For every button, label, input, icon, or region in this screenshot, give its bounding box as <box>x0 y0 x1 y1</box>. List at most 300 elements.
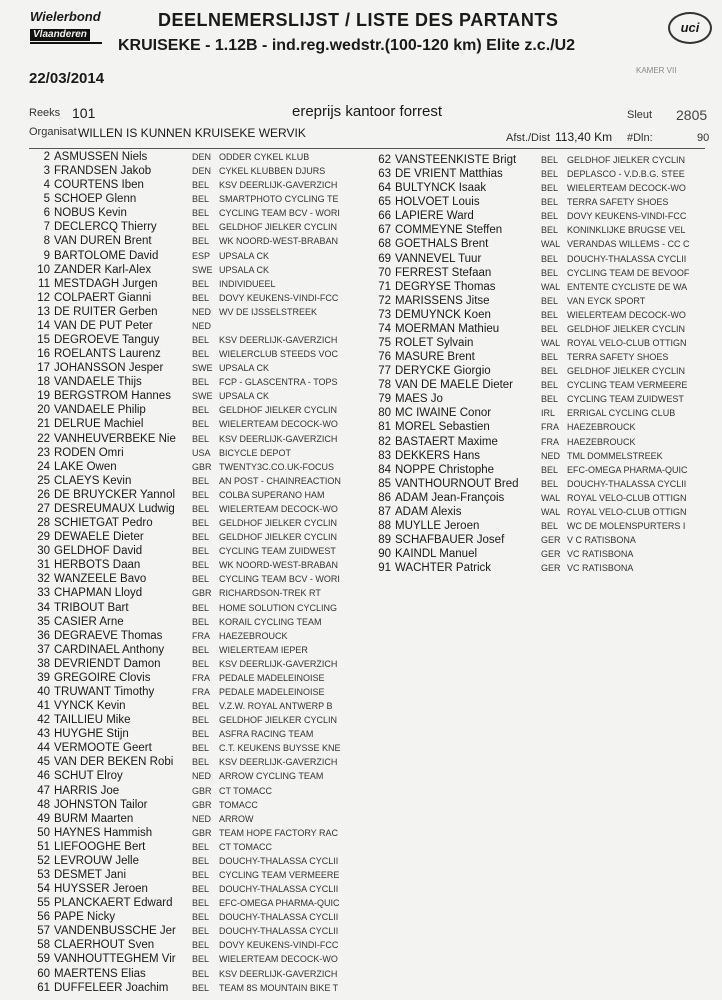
rider-number: 40 <box>37 685 50 698</box>
rider-row <box>29 150 349 164</box>
rider-name: VANHEUVERBEKE Nie <box>54 432 176 445</box>
rider-number: 88 <box>378 520 391 533</box>
rider-team: RICHARDSON-TREK RT <box>219 588 321 599</box>
rider-nationality: BEL <box>541 478 559 489</box>
rider-team: GELDHOF JIELKER CYCLIN <box>567 155 686 165</box>
rider-name: LAPIERE Ward <box>395 210 474 223</box>
rider-row <box>29 530 349 544</box>
rider-team: DOVY KEUKENS-VINDI-FCC <box>567 211 687 222</box>
rider-nationality: BEL <box>192 475 210 486</box>
rider-nationality: WAL <box>541 506 561 517</box>
rider-team: VERANDAS WILLEMS - CC C <box>567 239 690 250</box>
rider-number: 89 <box>378 534 391 547</box>
rider-nationality: BEL <box>192 377 210 388</box>
rider-row <box>29 586 349 600</box>
rider-row <box>29 727 349 741</box>
rider-row <box>29 910 349 924</box>
rider-number: 38 <box>37 657 50 670</box>
rider-number: 64 <box>378 182 391 195</box>
rider-number: 9 <box>43 249 50 262</box>
rider-row <box>29 643 349 657</box>
rider-team: V.Z.W. ROYAL ANTWERP B <box>219 701 333 712</box>
rider-team: V C RATISBONA <box>567 535 636 546</box>
rider-row <box>29 305 349 319</box>
rider-nationality: NED <box>192 771 212 782</box>
rider-team: DOUCHY-THALASSA CYCLII <box>219 912 339 923</box>
rider-team: WIELERTEAM DECOCK-WO <box>219 954 338 965</box>
rider-name: VANTHOURNOUT Bred <box>395 477 519 490</box>
rider-name: CLAERHOUT Sven <box>54 939 155 952</box>
rider-nationality: WAL <box>541 281 561 292</box>
rider-name: NOBUS Kevin <box>54 207 127 220</box>
rider-number: 91 <box>378 562 391 575</box>
rider-row <box>29 544 349 558</box>
rider-row <box>29 432 349 446</box>
rider-team: ROYAL VELO-CLUB OTTIGN <box>567 492 687 503</box>
rider-nationality: BEL <box>192 194 210 205</box>
rider-nationality: IRL <box>541 408 556 419</box>
rider-team: CYKEL KLUBBEN DJURS <box>219 166 326 177</box>
rider-name: ADAM Alexis <box>395 505 462 518</box>
rider-row <box>29 249 349 263</box>
wielerbond-logo <box>30 10 102 44</box>
rider-number: 76 <box>378 351 391 364</box>
rider-nationality: BEL <box>541 380 559 391</box>
rider-nationality: GBR <box>192 785 212 796</box>
rider-team: UPSALA CK <box>219 363 270 374</box>
rider-team: DOVY KEUKENS-VINDI-FCC <box>219 292 339 303</box>
rider-name: GREGOIRE Clovis <box>54 671 151 684</box>
rider-team: DOUCHY-THALASSA CYCLII <box>567 478 687 489</box>
rider-number: 56 <box>37 911 50 924</box>
rider-nationality: BEL <box>192 208 210 219</box>
rider-number: 15 <box>37 334 50 347</box>
rider-number: 78 <box>378 379 391 392</box>
rider-team: KSV DEERLIJK-GAVERZICH <box>219 968 338 979</box>
rider-nationality: FRA <box>541 436 559 447</box>
rider-row <box>29 206 349 220</box>
distance-value: 113,40 Km <box>555 130 613 144</box>
rider-number: 79 <box>378 393 391 406</box>
rider-name: LIEFOOGHE Bert <box>54 840 146 853</box>
rider-number: 67 <box>378 224 391 237</box>
rider-team: GELDHOF JIELKER CYCLIN <box>567 323 686 334</box>
rider-team: CYCLING TEAM DE BEVOOF <box>567 267 690 278</box>
rider-nationality: BEL <box>192 489 210 500</box>
rider-number: 39 <box>37 671 50 684</box>
rider-team: BICYCLE DEPOT <box>219 447 292 458</box>
rider-row <box>29 502 349 516</box>
rider-number: 58 <box>37 939 50 952</box>
rider-number: 17 <box>37 362 50 375</box>
rider-row <box>370 280 705 294</box>
rider-nationality: FRA <box>192 686 210 697</box>
rider-row <box>370 350 705 364</box>
rider-team: ARROW CYCLING TEAM <box>219 771 324 782</box>
rider-team: HAEZEBROUCK <box>219 630 288 641</box>
rider-name: FERREST Stefaan <box>395 266 492 279</box>
rider-number: 27 <box>37 502 50 515</box>
rider-name: ROLET Sylvain <box>395 337 474 350</box>
race-subtitle: KRUISEKE - 1.12B - ind.reg.wedstr.(100-120 km) Elite z.c./U2 <box>118 37 576 54</box>
rider-name: TAILLIEU Mike <box>54 714 131 727</box>
rider-nationality: GER <box>541 535 561 546</box>
rider-nationality: BEL <box>192 349 210 360</box>
rider-number: 70 <box>378 266 391 279</box>
rider-team: VC RATISBONA <box>567 563 634 574</box>
rider-team: SMARTPHOTO CYCLING TE <box>219 194 339 205</box>
distance-label: Afst./Dist <box>506 132 551 144</box>
rider-nationality: BEL <box>192 855 210 866</box>
rider-number: 12 <box>37 291 50 304</box>
rider-nationality: GBR <box>192 827 212 838</box>
rider-row <box>29 361 349 375</box>
rider-number: 46 <box>37 770 50 783</box>
rider-team: WIELERTEAM DECOCK-WO <box>219 503 338 514</box>
rider-row <box>370 195 705 209</box>
rider-row <box>29 755 349 769</box>
rider-row <box>370 449 705 463</box>
rider-number: 50 <box>37 826 50 839</box>
rider-team: UPSALA CK <box>219 250 270 261</box>
rider-nationality: BEL <box>192 869 210 880</box>
rider-nationality: DEN <box>192 166 212 177</box>
rider-name: DEGRAEVE Thomas <box>54 629 163 642</box>
rider-name: COMMEYNE Steffen <box>395 224 503 237</box>
rider-team: DOUCHY-THALASSA CYCLII <box>219 855 339 866</box>
rider-row <box>370 463 705 477</box>
rider-name: HAYNES Hammish <box>54 826 153 839</box>
rider-nationality: NED <box>192 813 212 824</box>
rider-nationality: BEL <box>541 267 559 278</box>
rider-number: 49 <box>37 812 50 825</box>
rider-team: GELDHOF JIELKER CYCLIN <box>219 405 338 416</box>
rider-name: VANHOUTTEGHEM Vir <box>54 953 176 966</box>
rider-row <box>370 336 705 350</box>
rider-team: PEDALE MADELEINOISE <box>219 686 325 697</box>
rider-nationality: BEL <box>541 366 559 377</box>
rider-name: MAERTENS Elias <box>54 967 146 980</box>
rider-row <box>29 896 349 910</box>
logo-line-2: Vlaanderen <box>30 29 90 41</box>
rider-name: PAPE Nicky <box>54 911 116 924</box>
rider-team: HAEZEBROUCK <box>567 436 636 447</box>
rider-nationality: SWE <box>192 363 213 374</box>
rider-row <box>29 291 349 305</box>
reeks-value: 101 <box>72 105 96 121</box>
rider-row <box>29 826 349 840</box>
rider-team: C.T. KEUKENS BUYSSE KNE <box>219 743 341 754</box>
rider-row <box>29 460 349 474</box>
rider-nationality: BEL <box>541 394 559 405</box>
rider-row <box>29 403 349 417</box>
rider-number: 32 <box>37 573 50 586</box>
rider-nationality: BEL <box>541 352 559 363</box>
race-date: 22/03/2014 <box>29 70 105 87</box>
rider-row <box>29 192 349 206</box>
rider-name: MAES Jo <box>395 393 443 406</box>
rider-team: WV DE IJSSELSTREEK <box>219 306 318 317</box>
rider-name: MUYLLE Jeroen <box>395 520 480 533</box>
rider-row <box>29 375 349 389</box>
rider-row <box>29 882 349 896</box>
rider-nationality: BEL <box>192 658 210 669</box>
rider-name: WACHTER Patrick <box>395 562 492 575</box>
rider-row <box>29 868 349 882</box>
rider-number: 45 <box>37 756 50 769</box>
rider-row <box>370 322 705 336</box>
rider-nationality: BEL <box>541 309 559 320</box>
rider-nationality: BEL <box>192 236 210 247</box>
rider-name: BULTYNCK Isaak <box>395 182 487 195</box>
rider-nationality: BEL <box>192 574 210 585</box>
rider-nationality: BEL <box>192 715 210 726</box>
rider-row <box>29 713 349 727</box>
rider-name: MOERMAN Mathieu <box>395 322 500 335</box>
rider-name: DEGRYSE Thomas <box>395 280 496 293</box>
rider-name: VANDAELE Philip <box>54 404 146 417</box>
page-title: DEELNEMERSLIJST / LISTE DES PARTANTS <box>158 10 559 30</box>
rider-row <box>29 220 349 234</box>
rider-name: VAN DUREN Brent <box>54 235 152 248</box>
rider-name: BURM Maarten <box>54 812 134 825</box>
rider-team: INDIVIDUEEL <box>219 278 276 289</box>
rider-team: DOVY KEUKENS-VINDI-FCC <box>219 940 339 951</box>
rider-nationality: BEL <box>192 335 210 346</box>
rider-nationality: BEL <box>192 546 210 557</box>
rider-row <box>29 572 349 586</box>
organisat-label: Organisat <box>29 126 77 138</box>
rider-row <box>29 938 349 952</box>
rider-row <box>29 699 349 713</box>
rider-row <box>29 981 349 995</box>
rider-name: ROELANTS Laurenz <box>54 348 161 361</box>
rider-row <box>370 223 705 237</box>
rider-nationality: FRA <box>541 422 559 433</box>
rider-number: 55 <box>37 897 50 910</box>
rider-nationality: WAL <box>541 492 561 503</box>
rider-number: 57 <box>37 925 50 938</box>
rider-team: WIELERTEAM DECOCK-WO <box>567 183 686 194</box>
rider-name: HOLVOET Louis <box>395 196 480 209</box>
rider-name: CASIER Arne <box>54 615 124 628</box>
rider-row <box>370 406 705 420</box>
rider-row <box>370 294 705 308</box>
rider-team: DOUCHY-THALASSA CYCLII <box>567 253 687 264</box>
rider-number: 42 <box>37 714 50 727</box>
rider-row <box>370 181 705 195</box>
reeks-label: Reeks <box>29 107 61 119</box>
rider-name: NOPPE Christophe <box>395 463 495 476</box>
rider-name: CLAEYS Kevin <box>54 474 132 487</box>
rider-team: ODDER CYKEL KLUB <box>219 152 310 162</box>
rider-name: WANZEELE Bavo <box>54 573 147 586</box>
rider-nationality: BEL <box>541 211 559 222</box>
rider-row <box>29 319 349 333</box>
rider-team: EFC-OMEGA PHARMA-QUIC <box>219 898 340 909</box>
rider-team: GELDHOF JIELKER CYCLIN <box>219 518 338 529</box>
rider-name: SCHAFBAUER Josef <box>395 534 505 547</box>
rider-team: DOUCHY-THALASSA CYCLII <box>219 884 339 895</box>
rider-row <box>370 266 705 280</box>
rider-nationality: GER <box>541 549 561 560</box>
rider-number: 47 <box>37 784 50 797</box>
rider-number: 14 <box>37 319 50 332</box>
rider-nationality: BEL <box>192 701 210 712</box>
rider-nationality: BEL <box>541 197 559 208</box>
rider-number: 41 <box>37 700 50 713</box>
rider-nationality: BEL <box>192 222 210 233</box>
rider-team: AN POST - CHAINREACTION <box>219 475 341 486</box>
rider-team: ASFRA RACING TEAM <box>219 729 314 740</box>
rider-number: 43 <box>37 728 50 741</box>
rider-number: 59 <box>37 953 50 966</box>
rider-team: GELDHOF JIELKER CYCLIN <box>567 366 686 377</box>
rider-nationality: BEL <box>192 757 210 768</box>
rider-number: 31 <box>37 559 50 572</box>
rider-nationality: GBR <box>192 588 212 599</box>
rider-number: 29 <box>37 531 50 544</box>
rider-team: ENTENTE CYCLISTE DE WA <box>567 281 688 292</box>
rider-team: FCP - GLASCENTRA - TOPS <box>219 377 338 388</box>
rider-number: 73 <box>378 308 391 321</box>
rider-nationality: BEL <box>541 225 559 236</box>
rider-nationality: BEL <box>192 532 210 543</box>
rider-name: PLANCKAERT Edward <box>54 897 173 910</box>
rider-row <box>29 812 349 826</box>
rider-number: 90 <box>378 548 391 561</box>
rider-name: COURTENS Iben <box>54 179 144 192</box>
rider-number: 87 <box>378 505 391 518</box>
rider-number: 68 <box>378 238 391 251</box>
rider-team: KSV DEERLIJK-GAVERZICH <box>219 433 338 444</box>
participants-value: 90 <box>697 132 710 144</box>
rider-team: TERRA SAFETY SHOES <box>567 352 669 363</box>
rider-name: DE BRUYCKER Yannol <box>54 488 176 501</box>
rider-name: DEWAELE Dieter <box>54 531 144 544</box>
rider-row <box>29 840 349 854</box>
rider-name: DUFFELEER Joachim <box>54 981 169 994</box>
rider-team: PEDALE MADELEINOISE <box>219 672 325 683</box>
uci-logo: uci <box>668 12 712 44</box>
rider-team: DOUCHY-THALASSA CYCLII <box>219 926 339 937</box>
rider-number: 36 <box>37 629 50 642</box>
rider-team: KONINKLIJKE BRUGSE VEL <box>567 225 686 236</box>
rider-team: GELDHOF JIELKER CYCLIN <box>219 222 338 233</box>
rider-team: WK NOORD-WEST-BRABAN <box>219 236 339 247</box>
rider-row <box>29 685 349 699</box>
rider-name: COLPAERT Gianni <box>54 291 152 304</box>
rider-team: TML DOMMELSTREEK <box>567 450 663 461</box>
rider-team: ARROW <box>219 813 254 824</box>
rider-nationality: SWE <box>192 391 213 402</box>
rider-team: KORAIL CYCLING TEAM <box>219 616 322 627</box>
rider-name: SCHUT Elroy <box>54 770 123 783</box>
rider-number: 18 <box>37 376 50 389</box>
rider-number: 44 <box>37 742 50 755</box>
rider-row <box>370 378 705 392</box>
rider-team: CT TOMACC <box>219 841 273 852</box>
rider-number: 66 <box>378 210 391 223</box>
rider-number: 80 <box>378 407 391 420</box>
rider-number: 4 <box>43 179 50 192</box>
rider-nationality: BEL <box>541 183 559 194</box>
rider-team: CT TOMACC <box>219 785 273 796</box>
rider-name: ADAM Jean-François <box>395 491 505 504</box>
rider-team: TERRA SAFETY SHOES <box>567 197 669 208</box>
participants-label: #Dln: <box>627 132 653 144</box>
rider-team: GELDHOF JIELKER CYCLIN <box>219 715 338 726</box>
rider-row <box>370 252 705 266</box>
rider-number: 5 <box>43 193 50 206</box>
rider-row <box>29 671 349 685</box>
rider-team: ROYAL VELO-CLUB OTTIGN <box>567 338 687 349</box>
rider-number: 25 <box>37 474 50 487</box>
rider-team: WIELERTEAM DECOCK-WO <box>219 419 338 430</box>
rider-name: VANDENBUSSCHE Jer <box>54 925 176 938</box>
rider-number: 23 <box>37 446 50 459</box>
rider-team: CYCLING TEAM VERMEERE <box>567 380 688 391</box>
rider-team: VC RATISBONA <box>567 549 634 560</box>
rider-name: HUYGHE Stijn <box>54 728 129 741</box>
rider-number: 62 <box>378 154 391 166</box>
rider-nationality: FRA <box>192 630 210 641</box>
rider-row <box>29 333 349 347</box>
rider-name: LEVROUW Jelle <box>54 854 139 867</box>
rider-team: HAEZEBROUCK <box>567 422 636 433</box>
rider-row <box>370 435 705 449</box>
rider-nationality: GBR <box>192 461 212 472</box>
rider-nationality: ESP <box>192 250 211 261</box>
rider-nationality: BEL <box>192 433 210 444</box>
rider-nationality: BEL <box>192 419 210 430</box>
rider-name: BARTOLOME David <box>54 249 159 262</box>
organisat-value: WILLEN IS KUNNEN KRUISEKE WERVIK <box>78 126 306 140</box>
rider-number: 24 <box>37 460 50 473</box>
rider-number: 28 <box>37 517 50 530</box>
rider-name: HUYSSER Jeroen <box>54 883 148 896</box>
rider-row <box>29 629 349 643</box>
rider-team: KSV DEERLIJK-GAVERZICH <box>219 658 338 669</box>
rider-number: 83 <box>378 449 391 462</box>
rider-nationality: GER <box>541 563 561 574</box>
rider-name: DESREUMAUX Ludwig <box>54 502 175 515</box>
rider-number: 82 <box>378 435 391 448</box>
rider-team: WIELERCLUB STEEDS VOC <box>219 349 339 360</box>
rider-name: JOHNSTON Tailor <box>54 798 148 811</box>
rider-row <box>29 347 349 361</box>
rider-name: DEGROEVE Tanguy <box>54 334 160 347</box>
rider-row <box>29 967 349 981</box>
rider-nationality: NED <box>541 450 561 461</box>
rider-name: DEVRIENDT Damon <box>54 657 161 670</box>
rider-name: HERBOTS Daan <box>54 559 141 572</box>
rider-number: 86 <box>378 491 391 504</box>
rider-name: VAN DE MAELE Dieter <box>395 379 514 392</box>
rider-name: LAKE Owen <box>54 460 117 473</box>
rider-number: 63 <box>378 168 391 181</box>
rider-name: KAINDL Manuel <box>395 548 478 561</box>
rider-number: 51 <box>37 840 50 853</box>
rider-row <box>29 558 349 572</box>
rider-name: DEMUYNCK Koen <box>395 308 491 321</box>
rider-name: BERGSTROM Hannes <box>54 390 171 403</box>
rider-nationality: BEL <box>192 518 210 529</box>
rider-nationality: FRA <box>192 672 210 683</box>
rider-nationality: BEL <box>192 912 210 923</box>
rider-team: CYCLING TEAM ZUIDWEST <box>219 546 336 557</box>
rider-name: BASTAERT Maxime <box>395 435 498 448</box>
